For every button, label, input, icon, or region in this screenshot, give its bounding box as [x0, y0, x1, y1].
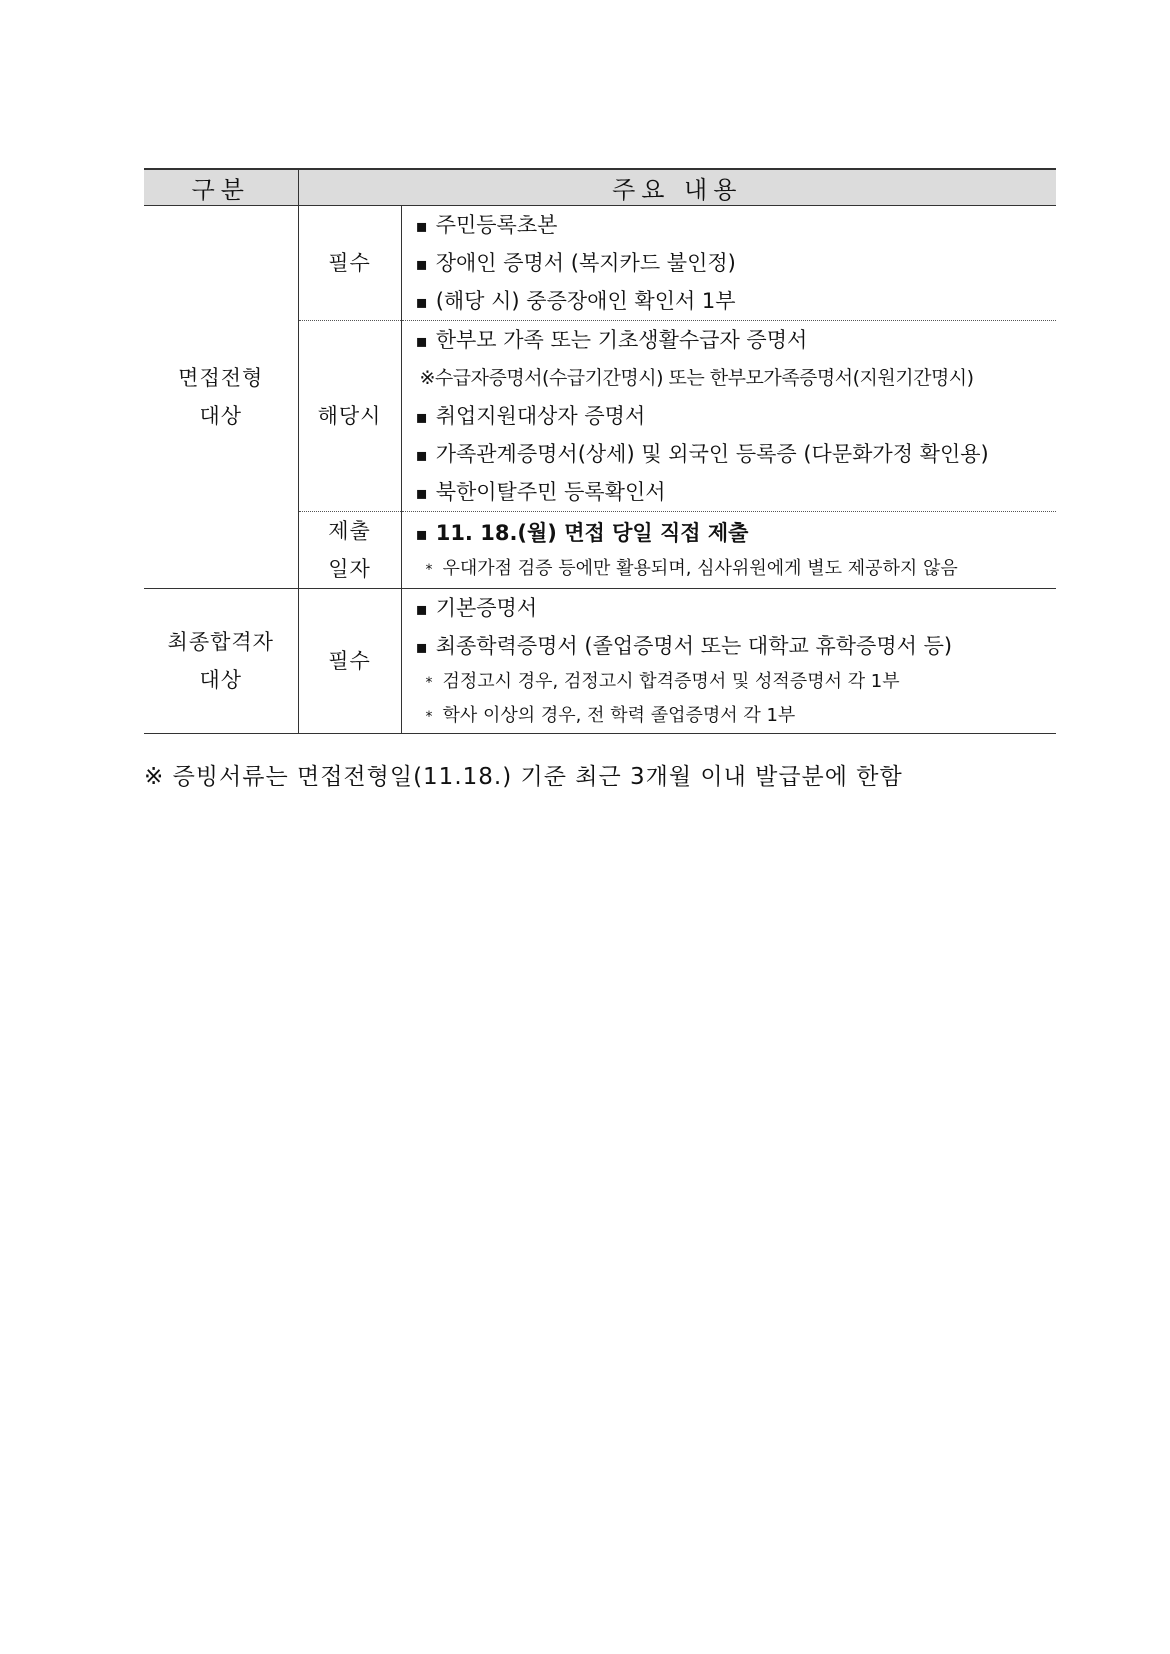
subcategory-label: 일자 — [328, 557, 371, 581]
table-row — [144, 206, 1056, 321]
footnote: ※ 증빙서류는 면접전형일(11.18.) 기준 최근 3개월 이내 발급분에 한함 — [144, 764, 903, 790]
list-item: ▪ (해당 시) 중증장애인 확인서 1부 — [416, 282, 1057, 320]
header-content: 주요 내용 — [298, 169, 1056, 206]
list-item: ▪ 가족관계증명서(상세) 및 외국인 등록증 (다문화가정 확인용) — [416, 435, 1057, 473]
list-item: ▪ 장애인 증명서 (복지카드 불인정) — [416, 244, 1057, 282]
required-items — [401, 206, 1056, 321]
subcategory-applicable: 해당시 — [298, 321, 401, 512]
subcategory-submission-date — [298, 512, 401, 589]
list-note: ※수급자증명서(수급기간명시) 또는 한부모가족증명서(지원기간명시) — [419, 367, 974, 389]
category-label: 대상 — [199, 668, 243, 692]
final-required-items — [401, 589, 1056, 734]
subcategory-label: 제출 — [328, 519, 371, 543]
documents-table — [144, 168, 1056, 734]
list-item: ▪ 북한이탈주민 등록확인서 — [416, 473, 1057, 511]
list-note: * 검정고시 경우, 검정고시 합격증명서 및 성적증명서 각 1부 — [416, 665, 1057, 699]
list-item: ▪ 취업지원대상자 증명서 — [416, 397, 1057, 435]
category-label: 면접전형 — [178, 366, 264, 390]
list-note: * 우대가점 검증 등에만 활용되며, 심사위원에게 별도 제공하지 않음 — [416, 552, 1057, 586]
subcategory-required: 필수 — [298, 589, 401, 734]
list-note: * 학사 이상의 경우, 전 학력 졸업증명서 각 1부 — [416, 699, 1057, 733]
list-item: ▪ 주민등록초본 — [416, 206, 1057, 244]
table-row — [144, 589, 1056, 734]
submission-date: ▪ 11. 18.(월) 면접 당일 직접 제출 — [416, 514, 1057, 552]
category-interview — [144, 206, 298, 589]
category-label: 대상 — [199, 404, 243, 428]
list-item: ▪ 기본증명서 — [416, 589, 1057, 627]
list-item: ▪ 최종학력증명서 (졸업증명서 또는 대학교 휴학증명서 등) — [416, 627, 1057, 665]
list-item: ▪ 한부모 가족 또는 기초생활수급자 증명서 — [416, 321, 1057, 359]
header-category: 구분 — [144, 169, 298, 206]
table-header-row — [144, 169, 1056, 206]
category-final — [144, 589, 298, 734]
subcategory-required: 필수 — [298, 206, 401, 321]
category-label: 최종합격자 — [167, 630, 274, 654]
submission-items — [401, 512, 1056, 589]
applicable-items — [401, 321, 1056, 512]
